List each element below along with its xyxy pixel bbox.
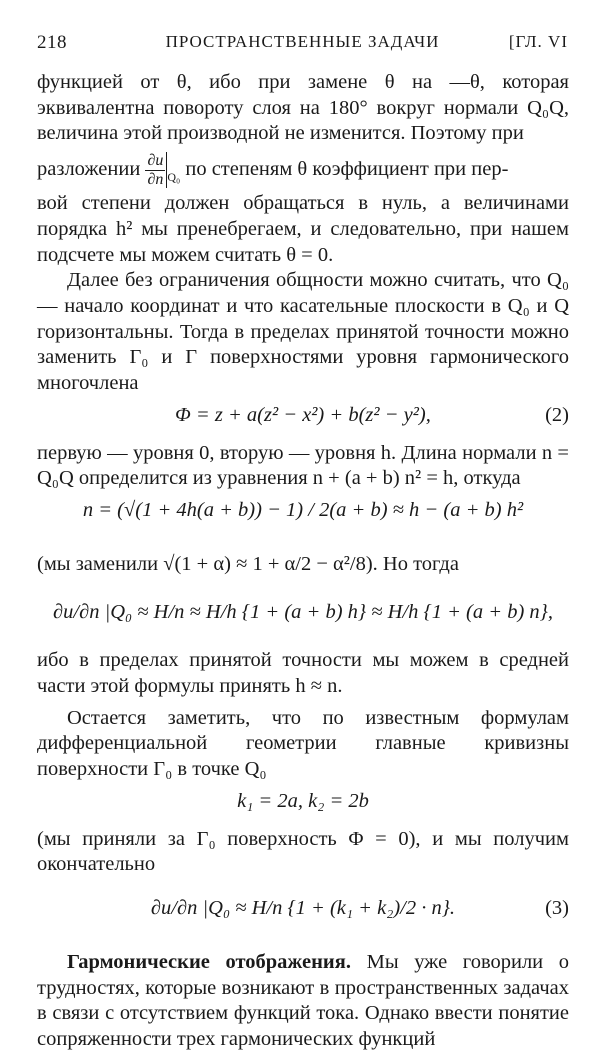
running-title: ПРОСТРАНСТВЕННЫЕ ЗАДАЧИ (165, 32, 440, 51)
substitution-note: (мы заменили √(1 + α) ≈ 1 + α/2 − α²/8). (37, 553, 378, 576)
paragraph: ибо в пределах принятой точности мы можем в средней части этой формулы принять h ≈ n. (37, 649, 569, 697)
text-fragment: по степеням θ коэффициент при пер- (185, 158, 509, 181)
paragraph (37, 542, 569, 586)
equation-body: ∂u/∂n |Q₀ ≈ H/n {1 + (k₁ + k₂)/2 · n}. (150, 897, 456, 920)
paragraph: вой степени должен обращаться в нуль, а величинами порядка h² мы пренебрегаем, и следовательно, при нашем подсчете мы можем считать θ = 0. (37, 192, 569, 266)
page-number: 218 (37, 32, 67, 53)
equation-number: (3) (545, 897, 569, 920)
section-heading: Гармонические отображения. (67, 951, 351, 974)
paragraph: первую — уровня 0, вторую — уровня h. Длина нормали n = Q₀Q определится из уравнения n + (a + b) n² = h, откуда (37, 441, 569, 490)
equation-n (37, 492, 569, 542)
equation-number: (2) (545, 403, 569, 426)
equation-body: n = (√(1 + 4h(a + b)) − 1) / 2(a + b) ≈ h − (a + b) h² (82, 499, 524, 522)
equation-body: k₁ = 2a, k₂ = 2b (237, 789, 369, 812)
text-fragment: разложении (37, 158, 141, 181)
chapter-label: [ГЛ. VI (508, 32, 568, 51)
paragraph: (мы приняли за Γ₀ поверхность Φ = 0), и мы получим окончательно (37, 827, 569, 876)
equation-3 (37, 878, 569, 944)
derivative-fraction: $\frac{\partial u}{\partial n}$ (147, 151, 164, 188)
running-header (37, 32, 568, 58)
equation-body: Φ = z + a(z² − x²) + b(z² − y²), (175, 403, 431, 426)
equation-du (37, 586, 569, 648)
text-fragment: Но тогда (382, 553, 459, 576)
paragraph: функцией от θ, ибо при замене θ на —θ, которая эквивалентна повороту слоя на 180° вокруг нормали Q₀Q, величина этой производной не изменится. Поэтому при (37, 71, 569, 145)
paragraph: Остается заметить, что по известным формулам дифференциальной геометрии главные кривизны поверхности Γ₀ в точке Q₀ (37, 706, 569, 780)
equation-body: ∂u/∂n |Q₀ ≈ H/n ≈ H/h {1 + (a + b) h} ≈ H/h {1 + (a + b) n}, (53, 601, 553, 624)
paragraph-line (37, 147, 569, 191)
paragraph (37, 950, 569, 1053)
paragraph: Далее без ограничения общности можно считать, что Q₀ — начало координат и что касательные плоскости в Q₀ и Q горизонтальны. Тогда в пределах принятой точности можно заменить Γ₀ и Γ поверхностями уровня гармонического многочлена (37, 269, 569, 395)
page-body (37, 70, 569, 1053)
equation-k (37, 783, 569, 827)
text-fragment: Мы уже говорили о трудностях, которые возникают в пространственных задачах в связи с отсутствием функций тока. Однако ввести понятие сопряженности трех гармонических функций (37, 951, 570, 1051)
equation-2 (37, 397, 569, 441)
subscript-q0: Q₀ (167, 170, 181, 185)
